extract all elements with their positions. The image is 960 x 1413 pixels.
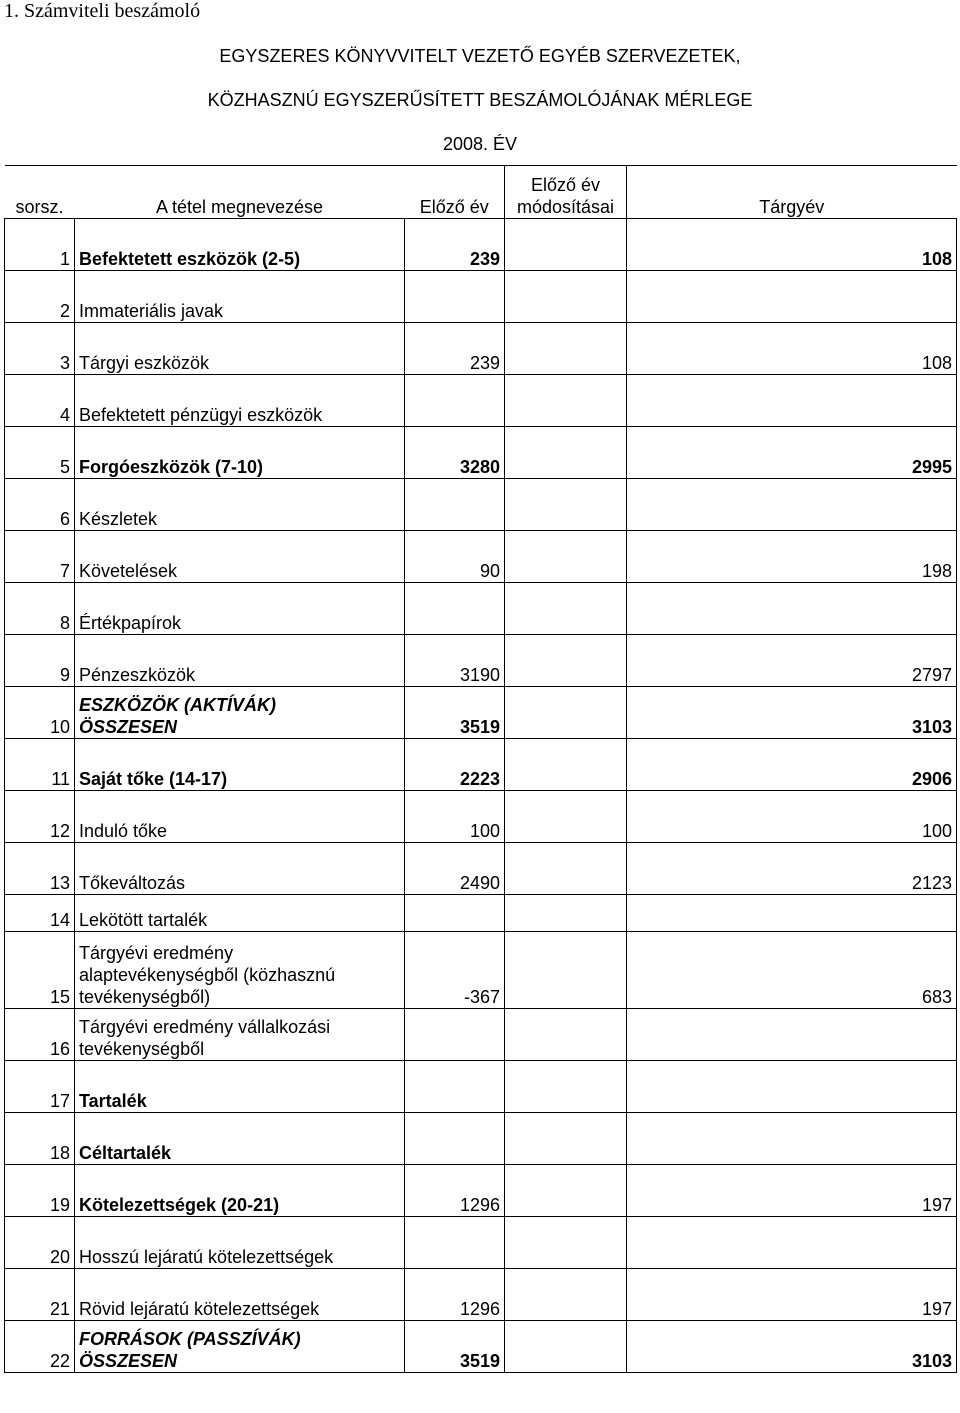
row-name: Pénzeszközök [75, 635, 405, 687]
row-modification-value [505, 1061, 627, 1113]
row-name: Lekötött tartalék [75, 895, 405, 932]
row-number: 2 [5, 271, 75, 323]
row-current-year-value: 197 [627, 1269, 957, 1321]
row-current-year-value [627, 1061, 957, 1113]
row-name-name-line2: ÖSSZESEN [79, 717, 178, 737]
row-number: 1 [5, 219, 75, 271]
row-current-year-value: 2995 [627, 427, 957, 479]
row-modification-value [505, 932, 627, 1009]
row-current-year-value [627, 375, 957, 427]
column-header-mod-line1: Előző év [530, 175, 601, 195]
row-modification-value [505, 1321, 627, 1373]
row-number: 17 [5, 1061, 75, 1113]
table-row [5, 1269, 957, 1321]
row-modification-value [505, 739, 627, 791]
row-modification-value [505, 531, 627, 583]
report-heading-line-2: KÖZHASZNÚ EGYSZERŰSÍTETT BESZÁMOLÓJÁNAK MÉRLEGE [207, 90, 753, 110]
row-name-name-line2: alaptevékenységből (közhasznú [79, 965, 336, 985]
row-name: Befektetett pénzügyi eszközök [75, 375, 405, 427]
table-row [5, 1113, 957, 1165]
row-number: 10 [5, 687, 75, 739]
row-name: Hosszú lejáratú kötelezettségek [75, 1217, 405, 1269]
row-name: Tartalék [75, 1061, 405, 1113]
table-row [5, 479, 957, 531]
row-number: 6 [5, 479, 75, 531]
row-prev-year-value: 239 [405, 323, 505, 375]
table-header-row [5, 166, 957, 219]
row-name-name-line3: tevékenységből) [79, 987, 211, 1007]
report-year: 2008. ÉV [442, 134, 518, 154]
column-header-sorsz: sorsz. [5, 166, 75, 219]
table-row [5, 635, 957, 687]
row-prev-year-value: 1296 [405, 1269, 505, 1321]
row-number: 19 [5, 1165, 75, 1217]
table-row [5, 271, 957, 323]
row-number: 20 [5, 1217, 75, 1269]
row-current-year-value: 3103 [627, 1321, 957, 1373]
row-number: 8 [5, 583, 75, 635]
row-modification-value [505, 791, 627, 843]
row-name: Tárgyi eszközök [75, 323, 405, 375]
table-row [5, 323, 957, 375]
row-current-year-value: 2797 [627, 635, 957, 687]
row-current-year-value [627, 895, 957, 932]
row-modification-value [505, 583, 627, 635]
row-modification-value [505, 271, 627, 323]
row-current-year-value: 197 [627, 1165, 957, 1217]
row-name: Készletek [75, 479, 405, 531]
row-name-name-line1: FORRÁSOK (PASSZÍVÁK) [79, 1329, 301, 1349]
row-modification-value [505, 895, 627, 932]
row-modification-value [505, 323, 627, 375]
section-title: 1. Számviteli beszámoló [4, 0, 201, 22]
row-name: Induló tőke [75, 791, 405, 843]
row-number: 12 [5, 791, 75, 843]
row-current-year-value: 198 [627, 531, 957, 583]
row-prev-year-value [405, 271, 505, 323]
row-current-year-value: 108 [627, 219, 957, 271]
table-row [5, 531, 957, 583]
row-prev-year-value: 1296 [405, 1165, 505, 1217]
row-number: 16 [5, 1009, 75, 1061]
row-current-year-value: 683 [627, 932, 957, 1009]
table-row [5, 1321, 957, 1373]
row-prev-year-value: 2223 [405, 739, 505, 791]
row-name-name-line2: tevékenységből [79, 1039, 205, 1059]
row-name-name-line1: Tárgyévi eredmény [79, 943, 234, 963]
balance-sheet-table [4, 165, 957, 1373]
column-header-prev: Előző év [405, 166, 505, 219]
row-modification-value [505, 635, 627, 687]
row-prev-year-value [405, 1009, 505, 1061]
row-modification-value [505, 687, 627, 739]
table-row [5, 219, 957, 271]
row-number: 21 [5, 1269, 75, 1321]
table-row [5, 932, 957, 1009]
table-row [5, 687, 957, 739]
table-row [5, 583, 957, 635]
row-name [75, 1009, 405, 1061]
row-number: 11 [5, 739, 75, 791]
row-modification-value [505, 427, 627, 479]
row-modification-value [505, 1113, 627, 1165]
table-row [5, 1009, 957, 1061]
table-row [5, 843, 957, 895]
row-name: Befektetett eszközök (2-5) [75, 219, 405, 271]
row-prev-year-value [405, 375, 505, 427]
row-prev-year-value [405, 479, 505, 531]
row-name [75, 687, 405, 739]
row-modification-value [505, 1009, 627, 1061]
row-number: 7 [5, 531, 75, 583]
row-prev-year-value: 3519 [405, 1321, 505, 1373]
column-header-mod-line2: módosításai [516, 197, 615, 217]
row-name: Értékpapírok [75, 583, 405, 635]
row-current-year-value [627, 1009, 957, 1061]
row-name [75, 1321, 405, 1373]
table-row [5, 1061, 957, 1113]
row-prev-year-value: 3190 [405, 635, 505, 687]
row-prev-year-value [405, 1061, 505, 1113]
row-prev-year-value [405, 1217, 505, 1269]
row-number: 22 [5, 1321, 75, 1373]
row-name-name-line1: Tárgyévi eredmény vállalkozási [79, 1017, 331, 1037]
table-row [5, 791, 957, 843]
row-name: Forgóeszközök (7-10) [75, 427, 405, 479]
table-row [5, 895, 957, 932]
row-name: Rövid lejáratú kötelezettségek [75, 1269, 405, 1321]
table-row [5, 375, 957, 427]
row-number: 18 [5, 1113, 75, 1165]
row-prev-year-value [405, 583, 505, 635]
row-modification-value [505, 479, 627, 531]
row-prev-year-value: 90 [405, 531, 505, 583]
row-current-year-value: 2123 [627, 843, 957, 895]
row-prev-year-value: -367 [405, 932, 505, 1009]
column-header-cur: Tárgyév [627, 166, 957, 219]
row-modification-value [505, 1269, 627, 1321]
row-current-year-value: 3103 [627, 687, 957, 739]
row-current-year-value: 100 [627, 791, 957, 843]
row-modification-value [505, 375, 627, 427]
row-current-year-value [627, 1113, 957, 1165]
row-prev-year-value: 239 [405, 219, 505, 271]
row-number: 5 [5, 427, 75, 479]
row-current-year-value: 2906 [627, 739, 957, 791]
row-prev-year-value: 3519 [405, 687, 505, 739]
table-row [5, 1165, 957, 1217]
table-row [5, 427, 957, 479]
row-number: 13 [5, 843, 75, 895]
row-modification-value [505, 1217, 627, 1269]
row-number: 15 [5, 932, 75, 1009]
row-prev-year-value: 2490 [405, 843, 505, 895]
row-modification-value [505, 843, 627, 895]
row-name-name-line1: ESZKÖZÖK (AKTÍVÁK) [79, 695, 276, 715]
row-number: 14 [5, 895, 75, 932]
row-prev-year-value: 100 [405, 791, 505, 843]
row-name: Követelések [75, 531, 405, 583]
row-name: Tőkeváltozás [75, 843, 405, 895]
row-current-year-value: 108 [627, 323, 957, 375]
row-current-year-value [627, 479, 957, 531]
row-current-year-value [627, 271, 957, 323]
row-name: Céltartalék [75, 1113, 405, 1165]
row-number: 3 [5, 323, 75, 375]
table-row [5, 739, 957, 791]
row-modification-value [505, 219, 627, 271]
row-current-year-value [627, 1217, 957, 1269]
row-current-year-value [627, 583, 957, 635]
row-name: Immateriális javak [75, 271, 405, 323]
row-prev-year-value [405, 1113, 505, 1165]
table-row [5, 1217, 957, 1269]
row-name: Saját tőke (14-17) [75, 739, 405, 791]
report-heading-line-1: EGYSZERES KÖNYVVITELT VEZETŐ EGYÉB SZERVEZETEK, [219, 46, 741, 66]
row-number: 9 [5, 635, 75, 687]
row-modification-value [505, 1165, 627, 1217]
row-prev-year-value [405, 895, 505, 932]
column-header-mod [505, 166, 627, 219]
row-name-name-line2: ÖSSZESEN [79, 1351, 178, 1371]
row-name [75, 932, 405, 1009]
row-name: Kötelezettségek (20-21) [75, 1165, 405, 1217]
row-prev-year-value: 3280 [405, 427, 505, 479]
column-header-name: A tétel megnevezése [75, 166, 405, 219]
row-number: 4 [5, 375, 75, 427]
